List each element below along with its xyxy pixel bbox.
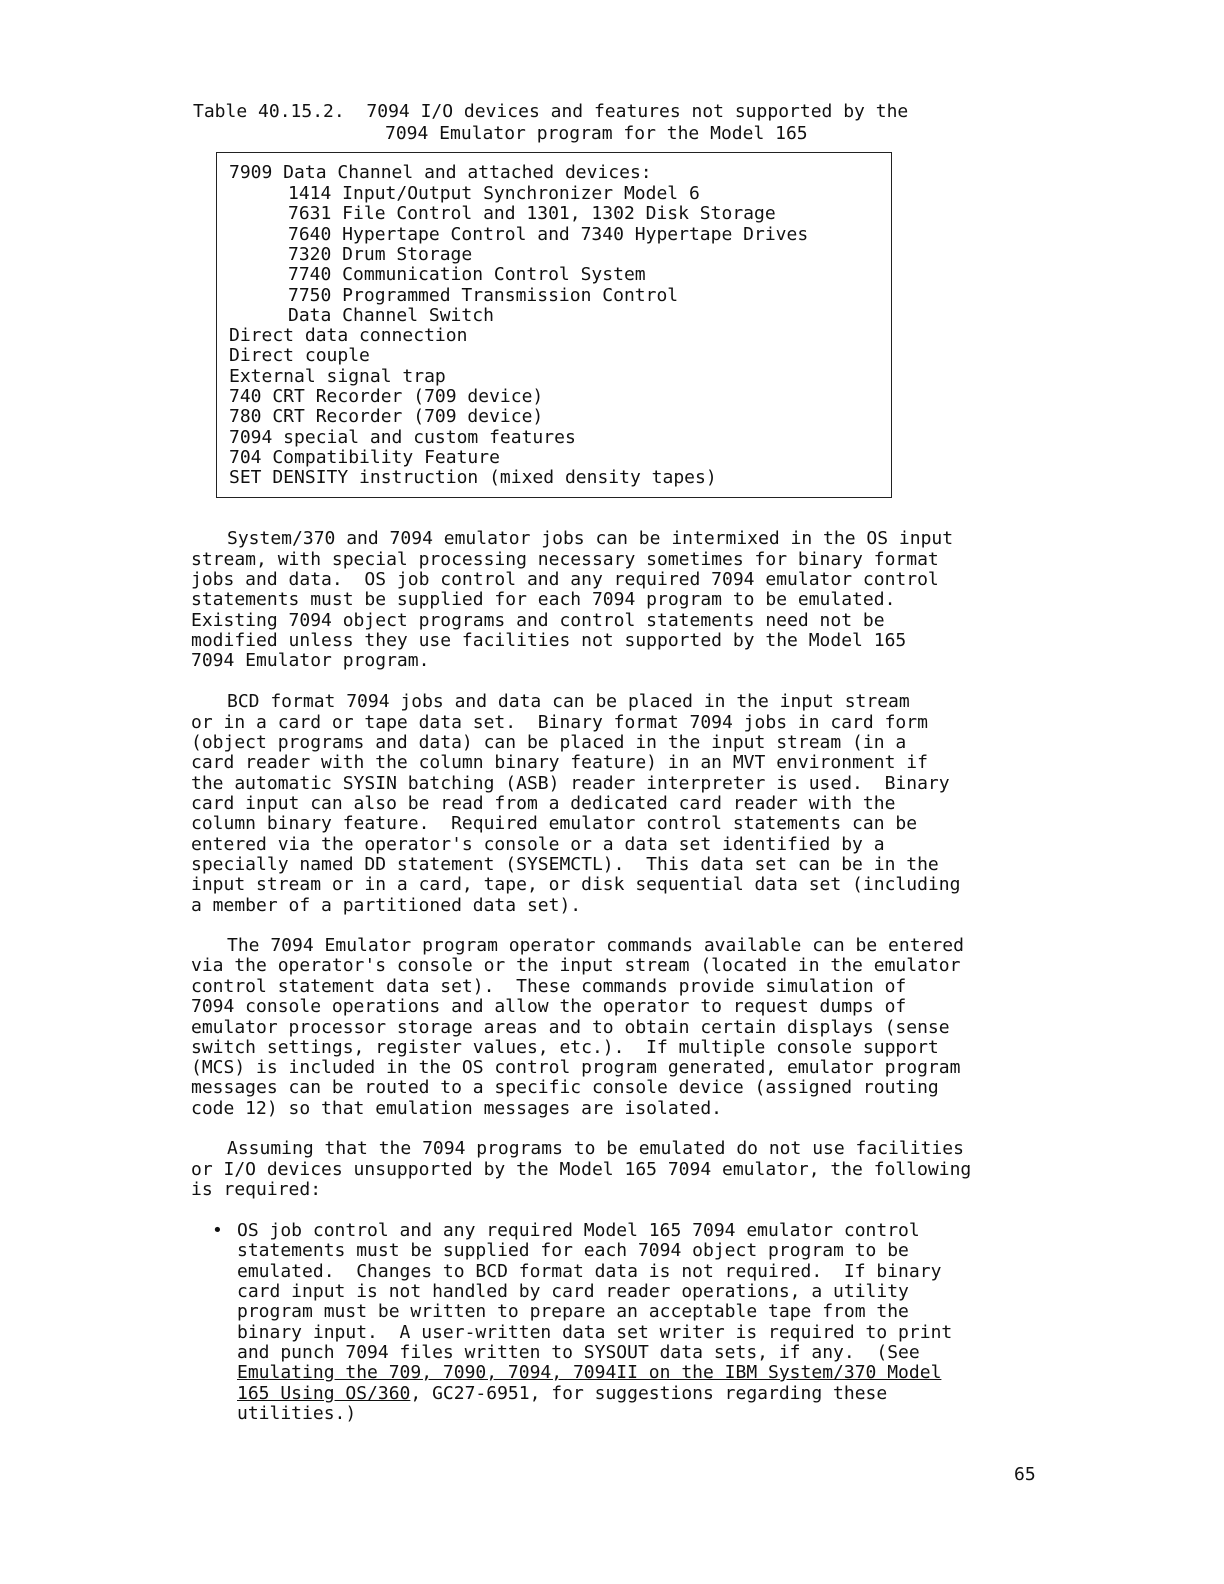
text-line: card reader with the column binary feature) in an MVT environment if (191, 752, 928, 773)
text-line: input stream or in a card, tape, or disk sequential data set (including (191, 874, 961, 895)
reference-suffix: , GC27-6951, for suggestions regarding these (410, 1383, 888, 1404)
reference-title: Emulating the 709, 7090, 7094, 7094II on the IBM System/370 Model (237, 1362, 942, 1383)
text-line: stream, with special processing necessary sometimes for binary format (191, 549, 939, 570)
text-line: the automatic SYSIN batching (ASB) reader interpreter is used. Binary (191, 773, 950, 794)
reference-title-line (237, 1363, 941, 1383)
table-row: Direct couple (229, 345, 370, 366)
table-row: Direct data connection (229, 325, 468, 346)
table-row: External signal trap (229, 366, 446, 387)
text-line: jobs and data. OS job control and any required 7094 emulator control (191, 569, 939, 590)
caption-line-2: 7094 Emulator program for the Model 165 (385, 123, 808, 144)
text-line: column binary feature. Required emulator control statements can be (191, 813, 918, 834)
text-line: binary input. A user-written data set writer is required to print (237, 1322, 953, 1343)
table-row: 7320 Drum Storage (288, 244, 473, 265)
text-line: System/370 and 7094 emulator jobs can be intermixed in the OS input (227, 528, 954, 549)
table-row: 7750 Programmed Transmission Control (288, 285, 679, 306)
text-line: The 7094 Emulator program operator commands available can be entered (227, 935, 964, 956)
text-line: statements must be supplied for each 7094 program to be emulated. (191, 589, 896, 610)
caption-line-1: Table 40.15.2. 7094 I/O devices and features not supported by the (193, 101, 909, 122)
text-line: statements must be supplied for each 7094 object program to be (237, 1240, 909, 1261)
text-line: code 12) so that emulation messages are isolated. (191, 1098, 723, 1119)
text-line: (MCS) is included in the OS control program generated, emulator program (191, 1057, 961, 1078)
table-row: 7094 special and custom features (229, 427, 576, 448)
text-line: specially named DD statement (SYSEMCTL). This data set can be in the (191, 854, 939, 875)
text-line (237, 1384, 887, 1404)
text-line: and punch 7094 files written to SYSOUT data sets, if any. (See (237, 1342, 920, 1363)
text-line: control statement data set). These commands provide simulation of (191, 976, 907, 997)
text-line: card input can also be read from a dedicated card reader with the (191, 793, 896, 814)
unsupported-devices-table (216, 152, 892, 498)
text-line: is required: (191, 1179, 322, 1200)
table-row: 7740 Communication Control System (288, 264, 646, 285)
table-row: 1414 Input/Output Synchronizer Model 6 (288, 183, 700, 204)
table-row: 740 CRT Recorder (709 device) (229, 386, 544, 407)
table-row: 704 Compatibility Feature (229, 447, 500, 468)
page-number: 65 (1014, 1464, 1036, 1485)
table-row: Data Channel Switch (288, 305, 494, 326)
text-line: or I/O devices unsupported by the Model 165 7094 emulator, the following (191, 1159, 972, 1180)
text-line: 7094 Emulator program. (191, 650, 430, 671)
text-line: Existing 7094 object programs and control statements need not be (191, 610, 885, 631)
table-row: 7640 Hypertape Control and 7340 Hypertape Drives (288, 224, 809, 245)
text-line: messages can be routed to a specific console device (assigned routing (191, 1077, 939, 1098)
text-line: via the operator's console or the input stream (located in the emulator (191, 955, 961, 976)
text-line: (object programs and data) can be placed in the input stream (in a (191, 732, 907, 753)
text-line: emulator processor storage areas and to obtain certain displays (sense (191, 1017, 950, 1038)
text-line: switch settings, register values, etc.). If multiple console support (191, 1037, 939, 1058)
reference-title-end: 165 Using OS/360 (237, 1383, 411, 1404)
text-line: OS job control and any required Model 165 7094 emulator control (237, 1220, 920, 1241)
text-line: modified unless they use facilities not supported by the Model 165 (191, 630, 907, 651)
text-line: BCD format 7094 jobs and data can be placed in the input stream (227, 691, 910, 712)
text-line: a member of a partitioned data set). (191, 895, 582, 916)
text-line: utilities.) (237, 1403, 357, 1424)
text-line: Assuming that the 7094 programs to be emulated do not use facilities (227, 1138, 964, 1159)
table-heading: 7909 Data Channel and attached devices: (229, 162, 652, 183)
bullet-marker: • (212, 1220, 223, 1241)
text-line: emulated. Changes to BCD format data is not required. If binary (237, 1261, 942, 1282)
table-row: 7631 File Control and 1301, 1302 Disk Storage (288, 203, 776, 224)
text-line: or in a card or tape data set. Binary format 7094 jobs in card form (191, 712, 928, 733)
table-row: SET DENSITY instruction (mixed density tapes) (229, 467, 717, 488)
text-line: program must be written to prepare an acceptable tape from the (237, 1301, 909, 1322)
text-line: card input is not handled by card reader operations, a utility (237, 1281, 909, 1302)
table-row: 780 CRT Recorder (709 device) (229, 406, 544, 427)
text-line: 7094 console operations and allow the operator to request dumps of (191, 996, 907, 1017)
text-line: entered via the operator's console or a data set identified by a (191, 834, 885, 855)
